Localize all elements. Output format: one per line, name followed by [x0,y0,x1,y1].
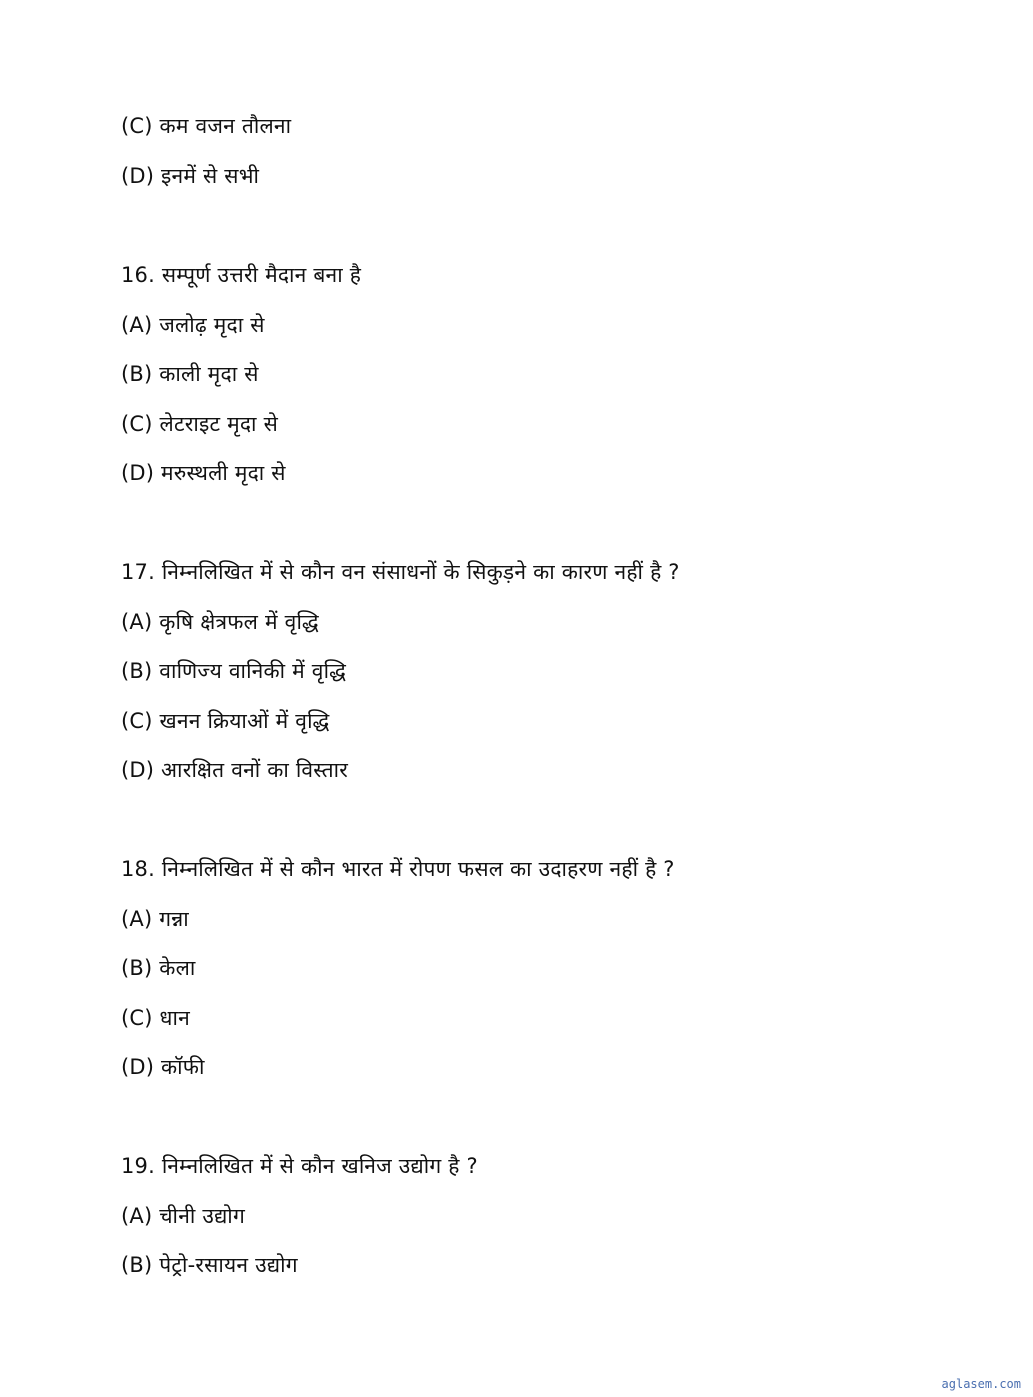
q18-option-d: (D) कॉफी [121,1055,205,1079]
q16-option-d: (D) मरुस्थली मृदा से [121,461,286,485]
q18-option-a: (A) गन्ना [121,907,189,931]
q18-question: 18. निम्नलिखित में से कौन भारत में रोपण फसल का उदाहरण नहीं है ? [121,857,675,881]
q15-option-d: (D) इनमें से सभी [121,164,260,188]
q17-option-a: (A) कृषि क्षेत्रफल में वृद्धि [121,610,319,634]
q17-option-b: (B) वाणिज्य वानिकी में वृद्धि [121,659,347,683]
q18-option-b: (B) केला [121,956,196,980]
q17-option-c: (C) खनन क्रियाओं में वृद्धि [121,709,330,733]
q16-option-b: (B) काली मृदा से [121,362,259,386]
q19-option-b: (B) पेट्रो-रसायन उद्योग [121,1253,298,1277]
q19-option-a: (A) चीनी उद्योग [121,1204,245,1228]
watermark-text: aglasem.com [941,1377,1021,1391]
q15-option-c: (C) कम वजन तौलना [121,114,292,138]
q16-option-a: (A) जलोढ़ मृदा से [121,313,265,337]
q19-question: 19. निम्नलिखित में से कौन खनिज उद्योग है ? [121,1154,478,1178]
q16-question: 16. सम्पूर्ण उत्तरी मैदान बना है [121,263,362,287]
q17-option-d: (D) आरक्षित वनों का विस्तार [121,758,348,782]
q17-question: 17. निम्नलिखित में से कौन वन संसाधनों के सिकुड़ने का कारण नहीं है ? [121,560,680,584]
q18-option-c: (C) धान [121,1006,190,1030]
q16-option-c: (C) लेटराइट मृदा से [121,412,278,436]
